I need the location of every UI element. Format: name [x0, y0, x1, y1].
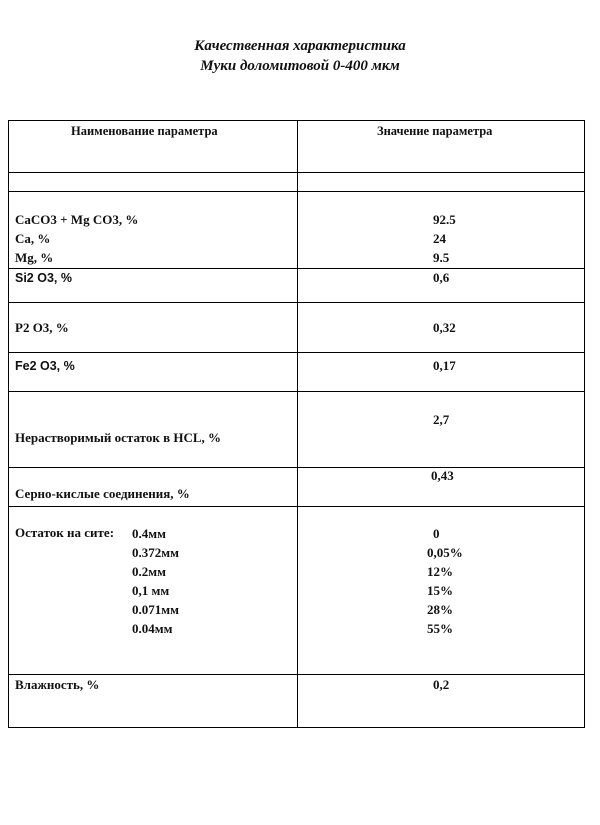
value-mg: 9.5 [433, 250, 450, 265]
label-sieve-residue: Остаток на сите: [15, 525, 115, 540]
value-insoluble-residue: 2,7 [433, 412, 450, 427]
sieve-size: 0.372мм [132, 545, 179, 560]
value-ca: 24 [433, 231, 446, 246]
sieve-size: 0.2мм [132, 564, 166, 579]
row-divider [9, 391, 584, 392]
row-divider [9, 506, 584, 507]
document-subtitle: Муки доломитовой 0-400 мкм [200, 58, 400, 74]
row-divider [9, 467, 584, 468]
row-divider [9, 352, 584, 353]
sieve-size: 0.071мм [132, 602, 179, 617]
row-divider [9, 302, 584, 303]
label-fe2o3: Fe2 O3, % [15, 359, 75, 373]
label-sulfate-compounds: Серно-кислые соединения, % [15, 486, 190, 501]
label-si2o3: Si2 O3, % [15, 271, 72, 285]
value-moisture: 0,2 [433, 677, 450, 692]
value-fe2o3: 0,17 [433, 358, 456, 373]
label-caco3: CaCO3 + Mg CO3, % [15, 212, 139, 227]
value-caco3: 92.5 [433, 212, 456, 227]
parameters-table [8, 120, 585, 728]
label-insoluble-residue: Нерастворимый остаток в HCL, % [15, 430, 222, 445]
header-parameter-name: Наименование параметра [71, 124, 218, 138]
label-moisture: Влажность, % [15, 677, 100, 692]
sieve-value: 55% [427, 621, 453, 636]
sieve-size: 0.4мм [132, 526, 166, 541]
row-divider [9, 191, 584, 192]
value-si2o3: 0,6 [433, 270, 450, 285]
row-divider [9, 268, 584, 269]
sieve-value: 28% [427, 602, 453, 617]
column-divider [297, 121, 298, 727]
label-mg: Mg, % [15, 250, 54, 265]
sieve-value: 15% [427, 583, 453, 598]
label-p2o3: P2 O3, % [15, 320, 69, 335]
sieve-size: 0,1 мм [132, 583, 170, 598]
header-parameter-value: Значение параметра [377, 124, 493, 138]
sieve-value: 0 [433, 526, 440, 541]
row-divider [9, 674, 584, 675]
label-ca: Ca, % [15, 231, 51, 246]
value-p2o3: 0,32 [433, 320, 456, 335]
sieve-size: 0.04мм [132, 621, 173, 636]
document-title: Качественная характеристика [194, 38, 406, 54]
sieve-value: 0,05% [427, 545, 463, 560]
sieve-value: 12% [427, 564, 453, 579]
row-divider [9, 172, 584, 173]
value-sulfate-compounds: 0,43 [431, 468, 454, 483]
